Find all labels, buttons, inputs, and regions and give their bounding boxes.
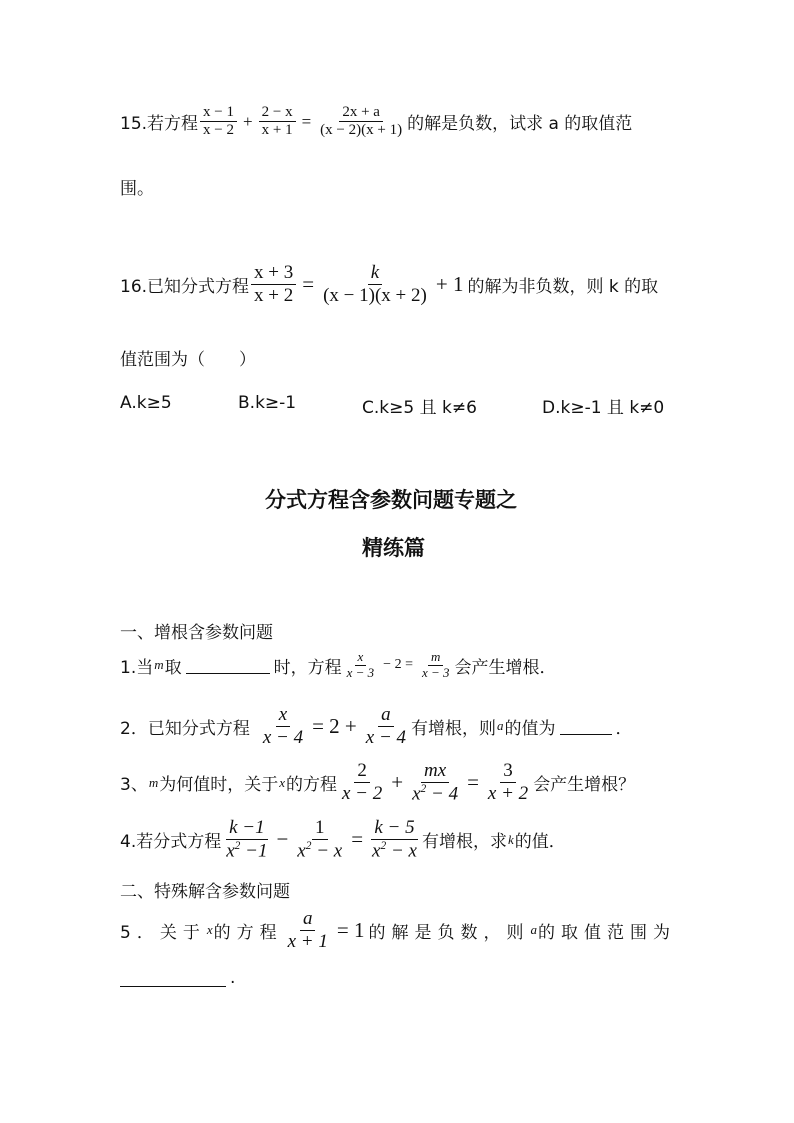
q15-label: 15.若方程 bbox=[120, 114, 199, 135]
p3-fraction-1: $\frac{2}{x - 2}$ bbox=[342, 760, 383, 804]
p4-fraction-2: $\frac{1}{x^2 - x}$ bbox=[297, 817, 343, 862]
page-subtitle: 精练篇 bbox=[362, 536, 425, 560]
q15-fraction-2: $\frac{2 - x}{x + 1}$ bbox=[259, 104, 296, 140]
q15-fraction-1: $\frac{x - 1}{x - 2}$ bbox=[200, 104, 237, 140]
answer-blank bbox=[186, 657, 270, 674]
problem-1: 1.当 m 取 时，方程 $\frac{x}{x - 3}$ − 2 = $\frac{m}{x - 3}$ 会产生增根． bbox=[120, 649, 557, 680]
page-title: 分式方程含参数问题专题之 bbox=[265, 488, 517, 512]
answer-blank bbox=[560, 718, 612, 735]
option-c: C.k≥5 且 k≠6 bbox=[362, 398, 477, 418]
question-15: 15.若方程 $\frac{x - 1}{x - 2}$ + $\frac{2 - x}{x + 1}$ = $\frac{2x + a}{(x - 2)(x + 1)}$ 的解是负数，试求 a 的取值范 bbox=[120, 104, 633, 139]
q16-fraction-1: $\frac{x + 3}{x + 2}$ bbox=[251, 262, 296, 307]
answer-blank bbox=[120, 970, 226, 987]
section-1-heading: 一、增根含参数问题 bbox=[120, 623, 273, 643]
problem-5-blank-line: . bbox=[120, 968, 235, 988]
problem-4: 4.若分式方程 $\frac{k -1}{x^2 -1}$ − $\frac{1}{x^2 - x}$ = $\frac{k - 5}{x^2 - x}$ 有增根，求 k 的值． bbox=[120, 817, 566, 862]
q15-wrap: 围。 bbox=[120, 179, 154, 199]
section-2-heading: 二、特殊解含参数问题 bbox=[120, 882, 290, 902]
p4-fraction-3: $\frac{k - 5}{x^2 - x}$ bbox=[372, 817, 417, 862]
option-d: D.k≥-1 且 k≠0 bbox=[542, 398, 665, 418]
p3-fraction-2: $\frac{mx}{x^2 - 4}$ bbox=[412, 760, 459, 805]
problem-2: 2．已知分式方程 $\frac{x}{x - 4}$ = 2 + $\frac{a}{x - 4}$ 有增根，则 a 的值为 ． bbox=[120, 704, 633, 748]
problem-5: 5．关于 x 的方程 $\frac{a}{x + 1}$ = 1 的解是负数，则 a 的取值范围为 bbox=[120, 908, 676, 952]
q16-label: 16.已知分式方程 bbox=[120, 276, 250, 297]
q15-fraction-3: $\frac{2x + a}{(x - 2)(x + 1)}$ bbox=[320, 104, 403, 139]
q16-wrap: 值范围为（ ） bbox=[120, 350, 256, 370]
p3-fraction-3: $\frac{3}{x + 2}$ bbox=[487, 760, 529, 804]
p5-fraction-1: $\frac{a}{x + 1}$ bbox=[287, 908, 328, 952]
p4-fraction-1: $\frac{k -1}{x^2 -1}$ bbox=[226, 817, 268, 862]
option-b: B.k≥-1 bbox=[238, 393, 297, 413]
question-16: 16.已知分式方程 $\frac{x + 3}{x + 2}$ = $\frac{k}{(x - 1)(x + 2)}$ + 1 的解为非负数，则 k 的取 bbox=[120, 262, 659, 306]
q16-fraction-2: $\frac{k}{(x - 1)(x + 2)}$ bbox=[323, 262, 427, 306]
option-a: A.k≥5 bbox=[120, 393, 172, 413]
p2-fraction-1: $\frac{x}{x - 4}$ bbox=[262, 704, 304, 748]
problem-3: 3、 m 为何值时，关于 x 的方程 $\frac{2}{x - 2}$ + $\frac{mx}{x^2 - 4}$ = $\frac{3}{x + 2}$ 会产生增根？ bbox=[120, 760, 636, 805]
p1-fraction-1: $\frac{x}{x - 3}$ bbox=[346, 649, 375, 680]
q15-tail: 的解是负数，试求 a 的取值范 bbox=[407, 114, 633, 135]
q16-tail: 的解为非负数，则 k 的取 bbox=[467, 276, 659, 297]
p1-fraction-2: $\frac{m}{x - 3}$ bbox=[421, 649, 450, 680]
p2-fraction-2: $\frac{a}{x - 4}$ bbox=[365, 704, 407, 748]
